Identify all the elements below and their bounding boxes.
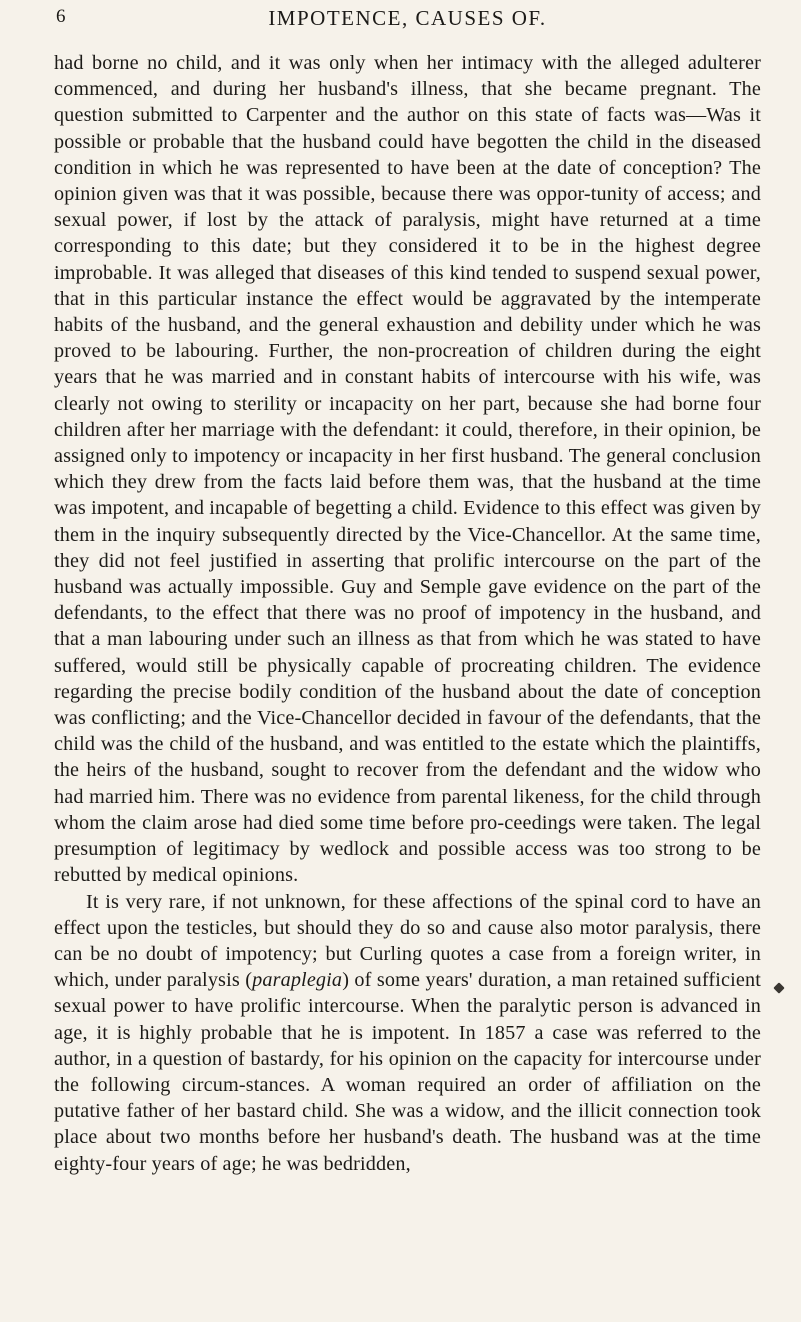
paragraph-2-italic: paraplegia bbox=[252, 969, 343, 992]
paragraph-2 bbox=[54, 889, 761, 1177]
page-number: 6 bbox=[56, 6, 66, 27]
paragraph-2-text-b: ) of some years' duration, a man retained sufficient sexual power to have prolific intercourse. When the paralytic person is advanced in age, it is highly probable that he is impotent. In 1857 a case was referred to the author, in a question of bastardy, for his opinion on the capacity for intercourse under the following circum-stances. A woman required an order of affiliation on the putative father of her bastard child. She was a widow, and the illicit connection took place about two months before her husband's death. The husband was at the time eighty-four years of age; he was bedridden, bbox=[54, 969, 761, 1175]
paragraph-2-text-a: It is very rare, if not unknown, for these affections of the spinal cord to have an effect upon the testicles, but should they do so and cause also motor paralysis, there can be no doubt of impotency; but Curling quotes a case from a foreign writer, in which, under paralysis ( bbox=[54, 890, 761, 992]
body-text bbox=[54, 50, 761, 1177]
paragraph-1: had borne no child, and it was only when her intimacy with the alleged adulterer commenced, and during her husband's illness, that she became pregnant. The question submitted to Carpenter and the author on this state of facts was—Was it possible or probable that the husband could have begotten the child in the diseased condition in which he was represented to have been at the date of conception? The opinion given was that it was possible, because there was oppor-tunity of access; and sexual power, if lost by the attack of paralysis, might have returned at a time corresponding to this date; but they considered it to be in the highest degree improbable. It was alleged that diseases of this kind tended to suspend sexual power, that in this particular instance the effect would be aggravated by the intemperate habits of the husband, and the general exhaustion and debility under which he was proved to be labouring. Further, the non-procreation of children during the eight years that he was married and in constant habits of intercourse with his wife, was clearly not owing to sterility or incapacity on her part, because she had borne four children after her marriage with the defendant: it could, therefore, in their opinion, be assigned only to impotency or incapacity in her first husband. The general conclusion which they drew from the facts laid before them was, that the husband at the time was impotent, and incapable of begetting a child. Evidence to this effect was given by them in the inquiry subsequently directed by the Vice-Chancellor. At the same time, they did not feel justified in asserting that prolific intercourse on the part of the husband was actually impossible. Guy and Semple gave evidence on the part of the defendants, to the effect that there was no proof of impotency in the husband, and that a man labouring under such an illness as that from which he was stated to have suffered, would still be physically capable of procreating children. The evidence regarding the precise bodily condition of the husband about the date of conception was conflicting; and the Vice-Chancellor decided in favour of the defendants, that the child was the child of the husband, and was entitled to the estate which the plaintiffs, the heirs of the husband, sought to recover from the defendant and the widow who had married him. There was no evidence from parental likeness, for the child through whom the claim arose had died some time before pro-ceedings were taken. The legal presumption of legitimacy by wedlock and possible access was too strong to be rebutted by medical opinions. bbox=[54, 52, 761, 887]
margin-mark-icon bbox=[773, 982, 784, 993]
page-header bbox=[54, 0, 761, 50]
running-head: IMPOTENCE, CAUSES OF. bbox=[268, 6, 547, 30]
